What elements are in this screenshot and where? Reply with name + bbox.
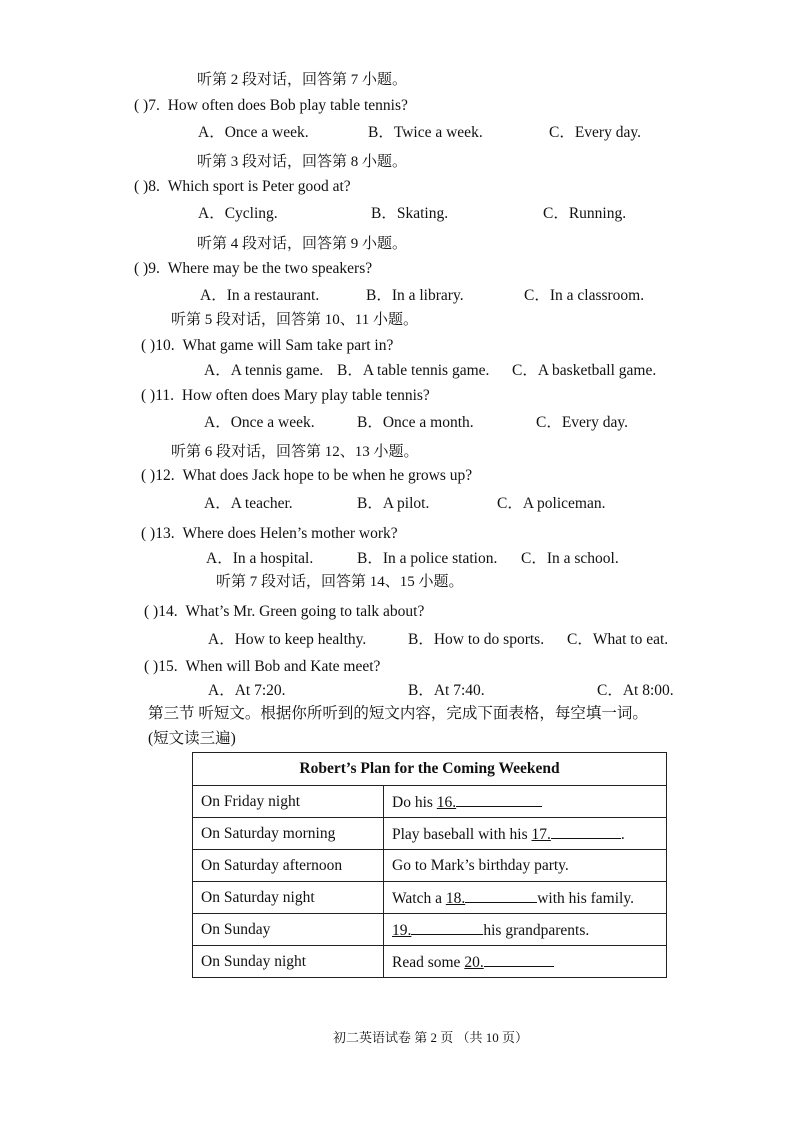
option-c: C．At 8:00.: [597, 682, 674, 699]
answer-blank-20[interactable]: [484, 951, 554, 967]
table-row: [193, 914, 667, 946]
option-a: A．A tennis game.: [204, 362, 324, 379]
table-title-row: [193, 753, 667, 786]
section-header: 听第 6 段对话，回答第 12、13 小题。: [171, 444, 419, 460]
question-prefix: ( )8.: [134, 178, 160, 195]
time-cell: On Friday night: [193, 786, 384, 818]
option-c: C．Every day.: [549, 124, 641, 141]
plan-text: Play baseball with his: [392, 826, 532, 843]
plan-text: with his family.: [537, 890, 634, 907]
time-cell: On Sunday night: [193, 946, 384, 978]
time-cell: On Saturday night: [193, 882, 384, 914]
option-b: B．Skating.: [371, 205, 449, 222]
question-text: What does Jack hope to be when he grows up?: [182, 467, 473, 484]
section-header: 听第 7 段对话，回答第 14、15 小题。: [216, 574, 464, 590]
table-row: [193, 946, 667, 978]
option-c: C．Every day.: [536, 414, 628, 431]
blank-number: 18.: [445, 890, 466, 907]
option-a: A．At 7:20.: [208, 682, 286, 699]
plan-text: his grandparents.: [483, 922, 590, 939]
question-text: How often does Bob play table tennis?: [167, 97, 408, 114]
plan-text: Read some: [392, 954, 465, 971]
question-12: [141, 466, 472, 486]
option-a: A．Once a week.: [198, 124, 309, 141]
table-row: [193, 818, 667, 850]
option-b: B．A table tennis game.: [337, 362, 490, 379]
option-b: B．At 7:40.: [408, 682, 485, 699]
answer-blank-17[interactable]: [551, 823, 621, 839]
option-b: B．How to do sports.: [408, 631, 545, 648]
time-cell: On Saturday morning: [193, 818, 384, 850]
page-footer: 初二英语试卷 第 2 页 （共 10 页）: [333, 1030, 529, 1045]
answer-blank-19[interactable]: [411, 919, 483, 935]
time-cell: On Sunday: [193, 914, 384, 946]
blank-number: 19.: [392, 922, 412, 939]
option-b: B．A pilot.: [357, 495, 430, 512]
option-a: A．A teacher.: [204, 495, 293, 512]
question-8: [134, 177, 351, 197]
time-cell: On Saturday afternoon: [193, 850, 384, 882]
question-13: [141, 524, 398, 544]
plan-table: [192, 752, 667, 978]
table-row: [193, 882, 667, 914]
question-10: [141, 336, 393, 356]
question-text: How often does Mary play table tennis?: [181, 387, 430, 404]
plan-cell: [384, 786, 667, 818]
option-c: C．What to eat.: [567, 631, 669, 648]
question-text: Which sport is Peter good at?: [167, 178, 351, 195]
question-text: Where does Helen’s mother work?: [182, 525, 398, 542]
option-b: B．Once a month.: [357, 414, 474, 431]
section-header: 听第 2 段对话，回答第 7 小题。: [197, 72, 408, 88]
plan-text: Do his: [392, 794, 437, 811]
question-11: [141, 386, 430, 406]
plan-cell: Go to Mark’s birthday party.: [384, 850, 667, 882]
question-text: Where may be the two speakers?: [167, 260, 373, 277]
question-prefix: ( )7.: [134, 97, 160, 114]
question-prefix: ( )9.: [134, 260, 160, 277]
section-header: 听第 5 段对话，回答第 10、11 小题。: [171, 312, 418, 328]
option-b: B．Twice a week.: [368, 124, 483, 141]
question-prefix: ( )10.: [141, 337, 175, 354]
plan-text: Watch a: [392, 890, 446, 907]
option-c: C．In a school.: [521, 550, 619, 567]
question-prefix: ( )13.: [141, 525, 175, 542]
blank-number: 20.: [464, 954, 484, 971]
section-header: 听第 3 段对话，回答第 8 小题。: [197, 154, 408, 170]
section3-note: (短文读三遍): [148, 730, 236, 747]
blank-number: 16.: [436, 794, 457, 811]
plan-cell: [384, 818, 667, 850]
question-text: What’s Mr. Green going to talk about?: [185, 603, 425, 620]
table-title: Robert’s Plan for the Coming Weekend: [193, 753, 667, 786]
option-a: A．How to keep healthy.: [208, 631, 367, 648]
table-row: [193, 850, 667, 882]
question-prefix: ( )14.: [144, 603, 178, 620]
option-b: B．In a police station.: [357, 550, 498, 567]
plan-cell: [384, 914, 667, 946]
section3-heading: 第三节 听短文。根据你所听到的短文内容，完成下面表格，每空填一词。: [148, 705, 648, 722]
question-prefix: ( )15.: [144, 658, 178, 675]
table-row: [193, 786, 667, 818]
question-text: What game will Sam take part in?: [182, 337, 394, 354]
answer-blank-18[interactable]: [465, 887, 537, 903]
question-7: [134, 96, 408, 116]
option-a: A．In a hospital.: [206, 550, 314, 567]
option-b: B．In a library.: [366, 287, 464, 304]
option-a: A．Once a week.: [204, 414, 315, 431]
plan-cell: [384, 946, 667, 978]
option-c: C．A policeman.: [497, 495, 606, 512]
answer-blank-16[interactable]: [456, 791, 542, 807]
option-a: A．Cycling.: [198, 205, 278, 222]
option-c: C．A basketball game.: [512, 362, 657, 379]
question-14: [144, 602, 424, 622]
question-9: [134, 259, 372, 279]
question-prefix: ( )11.: [141, 387, 174, 404]
section-header: 听第 4 段对话，回答第 9 小题。: [197, 236, 408, 252]
option-a: A．In a restaurant.: [200, 287, 320, 304]
option-c: C．Running.: [543, 205, 627, 222]
question-text: When will Bob and Kate meet?: [185, 658, 381, 675]
plan-text: .: [620, 826, 625, 843]
blank-number: 17.: [531, 826, 551, 843]
plan-cell: [384, 882, 667, 914]
option-c: C．In a classroom.: [524, 287, 645, 304]
question-15: [144, 657, 380, 677]
question-prefix: ( )12.: [141, 467, 175, 484]
